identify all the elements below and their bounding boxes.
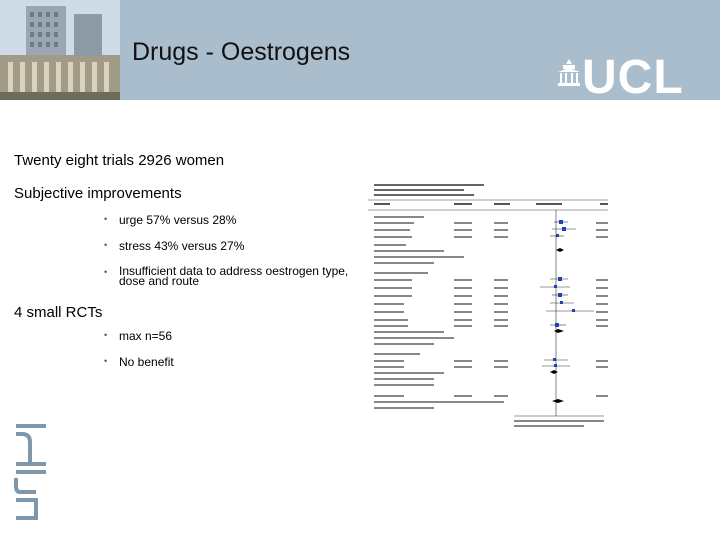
- forest-plot-header: [368, 184, 608, 210]
- bullet-dot-icon: •: [104, 356, 108, 366]
- bullet-dot-icon: •: [104, 214, 108, 224]
- header-band: [0, 0, 720, 104]
- bullet-dot-icon: •: [104, 267, 108, 277]
- bullet-max-n: [104, 329, 173, 343]
- bullet-dot-icon: •: [104, 330, 108, 340]
- trials-summary: Twenty eight trials 2926 women: [14, 152, 225, 169]
- bullet-dot-icon: •: [104, 240, 108, 250]
- vertical-ucl-logo: [10, 420, 50, 520]
- bullet-stress: [104, 239, 245, 253]
- bullet-text: No benefit: [119, 355, 174, 369]
- building-photo: [0, 0, 120, 100]
- vertical-ucl-logo-text: ucl h: [10, 420, 13, 421]
- ucl-logo-text: UCL: [582, 51, 684, 104]
- ucl-logo: [556, 51, 714, 104]
- bullet-text-line2: dose and route: [119, 274, 200, 288]
- building-illustration: [0, 0, 120, 100]
- bullet-urge: [104, 213, 237, 227]
- bullet-text-line1: Insufficient data to address oestrogen type,: [119, 264, 349, 278]
- portico-icon: [556, 58, 582, 88]
- forest-plot-rows: [374, 216, 608, 409]
- bullet-text: max n=56: [119, 329, 173, 343]
- forest-plot-figure: [364, 180, 610, 430]
- subjective-heading: Subjective improvements: [14, 185, 182, 202]
- bullet-no-benefit: [104, 355, 174, 369]
- forest-plot-markers: [514, 210, 604, 427]
- rcts-heading: 4 small RCTs: [14, 304, 103, 321]
- bullet-text: urge 57% versus 28%: [119, 213, 237, 227]
- slide-title: Drugs - Oestrogens: [132, 38, 351, 66]
- bullet-insufficient: [104, 264, 349, 288]
- bullet-text: stress 43% versus 27%: [119, 239, 245, 253]
